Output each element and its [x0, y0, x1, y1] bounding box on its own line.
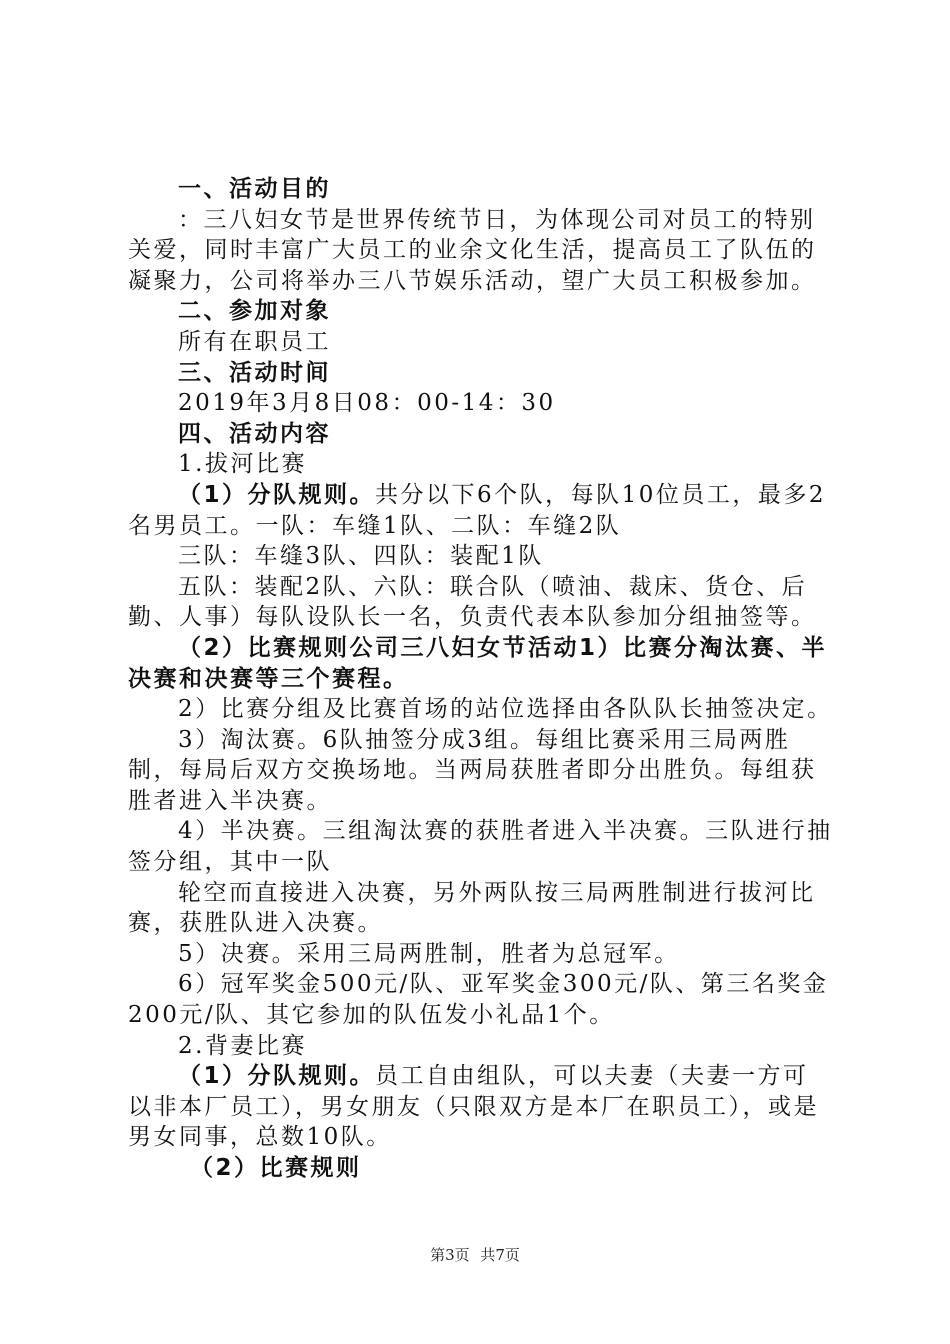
paragraph [128, 1061, 833, 1153]
paragraph: 4）半决赛。三组淘汰赛的获胜者进入半决赛。三队进行抽签分组，其中一队 [128, 818, 833, 876]
paragraph: 2019年3月8日08：00-14：30 [178, 390, 556, 417]
paragraph: 轮空而直接进入决赛，另外两队按三局两胜制进行拔河比赛，获胜队进入决赛。 [128, 879, 816, 937]
rule-text: 共分以下6个队，每队10位员工，最多2名男员工。一队：车缝1队、二队：车缝2队 [128, 481, 827, 539]
section-heading: 二、参加对象 [178, 298, 331, 325]
paragraph [128, 480, 833, 541]
rule-label: （1）分队规则。 [178, 1063, 376, 1090]
paragraph: 所有在职员工 [178, 328, 331, 355]
page-number: 第3页 [430, 1246, 470, 1264]
section-heading: 三、活动时间 [178, 359, 331, 386]
paragraph: 3）淘汰赛。6队抽签分成3组。每组比赛采用三局两胜制，每局后双方交换场地。当两局获胜者即分出胜负。每组获胜者进入半决赛。 [128, 726, 817, 814]
rule-heading: （2）比赛规则 [190, 1155, 362, 1181]
paragraph: 五队：装配2队、六队：联合队（喷油、裁床、货仓、后勤、人事）每队设队长一名，负责代表本队参加分组抽签等。 [128, 573, 817, 631]
paragraph: 三队：车缝3队、四队：装配1队 [178, 543, 544, 570]
subsection-heading: 2.背妻比赛 [178, 1032, 307, 1059]
rule-text: 员工自由组队，可以夫妻（夫妻一方可以非本厂员工），男女朋友（只限双方是本厂在职员工），或是男女同事，总数10队。 [128, 1063, 819, 1151]
paragraph: 6）冠军奖金500元/队、亚军奖金300元/队、第三名奖金200元/队、其它参加的队伍发小礼品1个。 [128, 971, 829, 1029]
paragraph: 2）比赛分组及比赛首场的站位选择由各队队长抽签决定。 [178, 696, 833, 723]
document-body [128, 174, 833, 1184]
page-footer [0, 1244, 950, 1265]
section-heading: 一、活动目的 [178, 176, 331, 202]
page-total: 共7页 [480, 1246, 520, 1264]
subsection-heading: 1.拔河比赛 [178, 451, 307, 478]
rule-label: （1）分队规则。 [178, 481, 376, 508]
paragraph: 5）决赛。采用三局两胜制，胜者为总冠军。 [178, 940, 680, 967]
section-heading: 四、活动内容 [178, 420, 331, 447]
paragraph: ：三八妇女节是世界传统节日，为体现公司对员工的特别关爱，同时丰富广大员工的业余文化生活，提高员工了队伍的凝聚力，公司将举办三八节娱乐活动，望广大员工积极参加。 [128, 206, 817, 294]
rule-heading: （2）比赛规则公司三八妇女节活动1）比赛分淘汰赛、半决赛和决赛等三个赛程。 [128, 634, 828, 692]
